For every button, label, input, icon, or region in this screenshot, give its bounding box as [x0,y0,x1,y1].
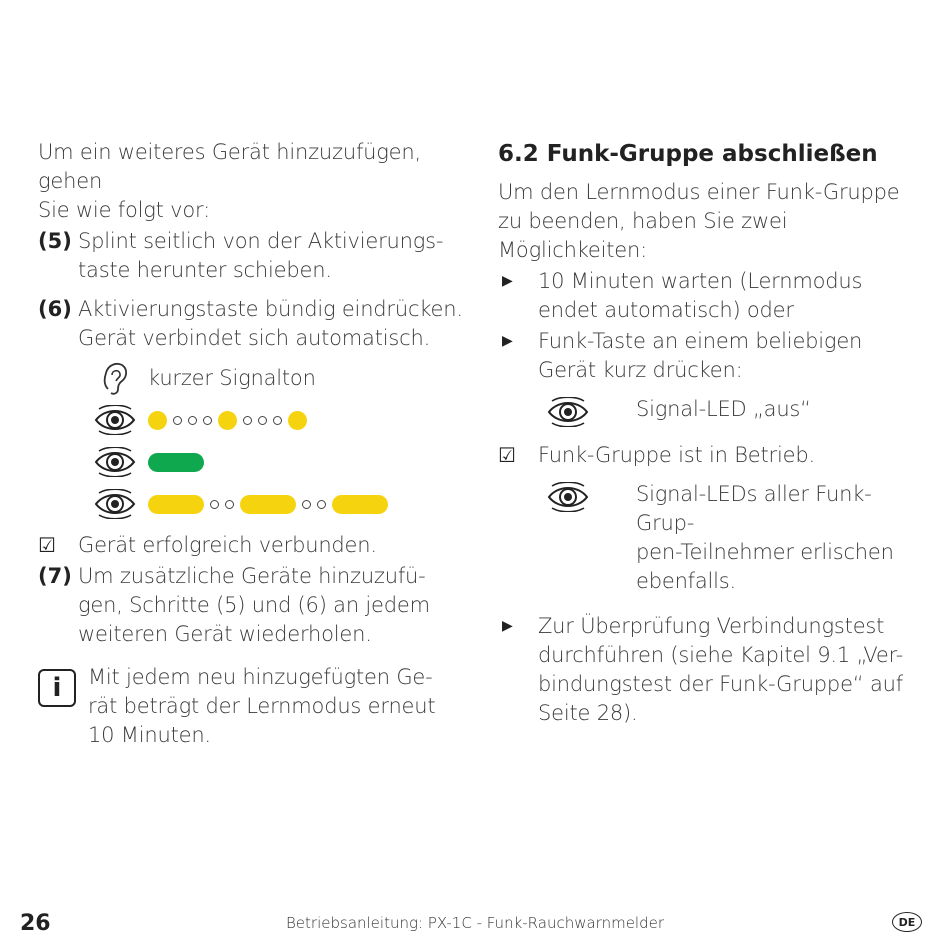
bullet-test [498,612,928,728]
info-line-2: rät beträgt der Lernmodus erneut [88,694,436,718]
signal-tone-row [82,357,468,399]
led-blink-sequence [148,411,307,430]
leds-all-line-3: ebenfalls. [636,569,737,593]
led-off [243,416,252,425]
bullet-test-line-1: Zur Überprüfung Verbindungstest [538,614,885,638]
led-off [188,416,197,425]
eye-icon [546,395,636,427]
led-row-yellow-pills [82,483,468,525]
bullet-press [498,327,928,385]
bullet-wait-line-2: endet automatisch) oder [538,298,794,322]
step-number: (7) [38,564,72,588]
led-row-yellow-blink [82,399,468,441]
step-7-line-3: weiteren Gerät wiederholen. [78,622,372,646]
led-on [148,411,167,430]
checkbox-icon: ☑ [38,533,56,557]
intro-line-1: Um ein weiteres Gerät hinzuzufügen, gehen [38,140,421,193]
led-off [173,416,182,425]
bullet-test-line-3: bindungstest der Funk-Gruppe“ auf [538,672,903,696]
led-off-label: Signal-LED „aus“ [636,397,811,421]
check-connected-text: Gerät erfolgreich verbunden. [78,533,377,557]
led-off [273,416,282,425]
page-footer [0,906,950,936]
led-long-on [332,495,388,514]
info-line-3: 10 Minuten. [88,723,211,747]
led-off [317,500,326,509]
signal-tone-label: kurzer Signalton [148,365,316,390]
language-badge: DE [892,912,922,932]
leds-all-line-2: pen-Teilnehmer erlischen [636,540,894,564]
step-number: (6) [38,297,72,321]
footer-title: Betriebsanleitung: PX-1C - Funk-Rauchwarnmelder [285,914,665,932]
check-connected [38,531,468,560]
led-off [210,500,219,509]
step-number: (5) [38,229,72,253]
step-6-line-2: Gerät verbindet sich automatisch. [78,326,431,350]
eye-icon [82,405,148,435]
ear-icon [82,359,148,397]
led-off [302,500,311,509]
led-long-on [148,495,204,514]
bullet-press-line-1: Funk-Taste an einem beliebigen [538,329,863,353]
step-5-line-2: taste herunter schieben. [78,258,332,282]
section-heading: 6.2 Funk-Gruppe abschließen [498,141,878,167]
eye-icon [82,489,148,519]
right-intro-line-2: zu beenden, haben Sie zwei Möglichkeiten: [498,209,788,262]
led-off [258,416,267,425]
led-off [203,416,212,425]
led-on [288,411,307,430]
bullet-triangle-icon: ▶ [502,618,513,634]
step-7 [38,562,468,649]
led-off [225,500,234,509]
bullet-wait [498,267,928,325]
check-operational-text: Funk-Gruppe ist in Betrieb. [538,443,815,467]
info-note [38,663,468,750]
check-operational [498,441,928,470]
bullet-triangle-icon: ▶ [502,333,513,349]
eye-icon [82,447,148,477]
left-column [38,138,468,750]
right-intro-line-1: Um den Lernmodus einer Funk-Gruppe [498,180,900,204]
led-long-on [240,495,296,514]
bullet-test-line-2: durchführen (siehe Kapitel 9.1 „Ver- [538,643,904,667]
led-row-green [82,441,468,483]
led-green-steady [148,453,204,472]
info-icon: i [38,669,76,707]
leds-all-row [546,480,928,596]
page-number: 26 [20,911,51,936]
checkbox-icon: ☑ [498,443,516,467]
step-5 [38,227,468,285]
bullet-test-line-4: Seite 28). [538,701,638,725]
step-7-line-1: Um zusätzliche Geräte hinzuzufü- [78,564,426,588]
intro-line-2: Sie wie folgt vor: [38,198,210,222]
eye-icon [546,480,636,596]
bullet-triangle-icon: ▶ [502,273,513,289]
right-column [498,138,928,728]
step-5-line-1: Splint seitlich von der Aktivierungs- [78,229,444,253]
bullet-wait-line-1: 10 Minuten warten (Lernmodus [538,269,863,293]
led-off-row [546,395,928,427]
step-7-line-2: gen, Schritte (5) und (6) an jedem [78,593,430,617]
leds-all-line-1: Signal-LEDs aller Funk-Grup- [636,482,872,535]
led-on [218,411,237,430]
led-pill-sequence [148,495,388,514]
bullet-press-line-2: Gerät kurz drücken: [538,358,743,382]
info-line-1: Mit jedem neu hinzugefügten Ge- [88,665,433,689]
step-6-line-1: Aktivierungstaste bündig eindrücken. [78,297,463,321]
step-6 [38,295,468,353]
